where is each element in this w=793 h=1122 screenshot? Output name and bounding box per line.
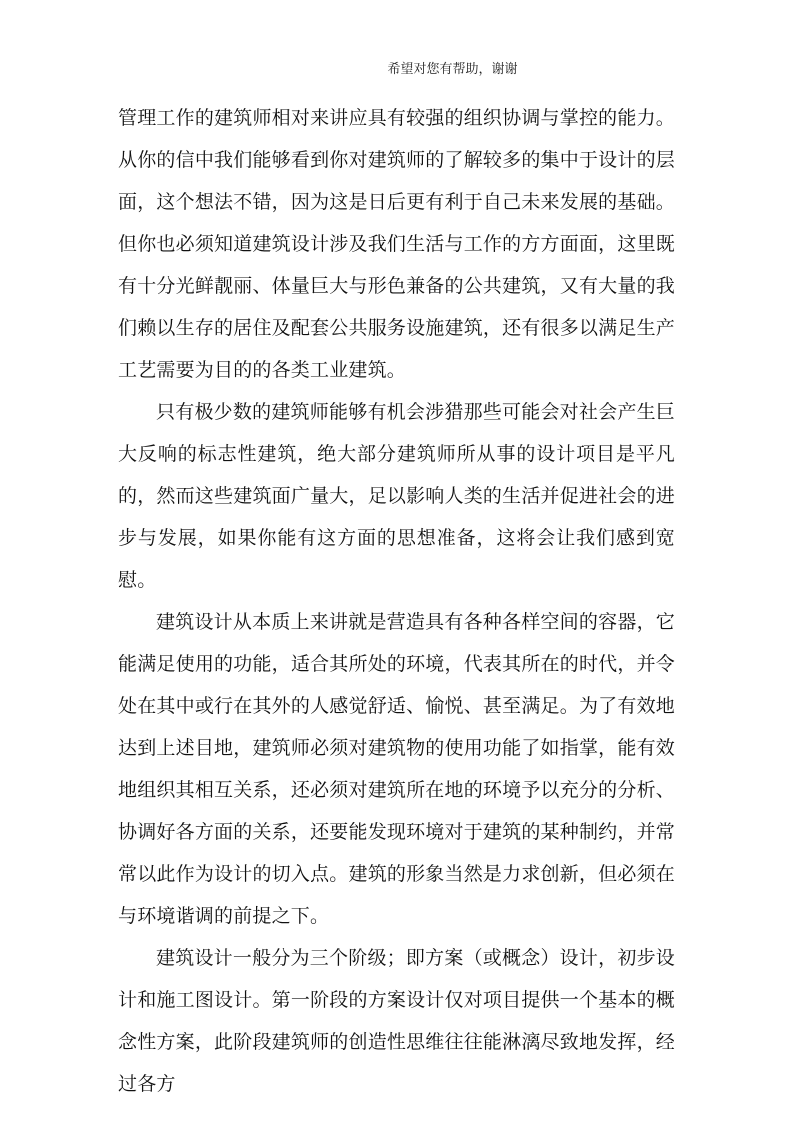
paragraph-4: 建筑设计一般分为三个阶级；即方案（或概念）设计，初步设计和施工图设计。第一阶段的方案设计仅对项目提供一个基本的概念性方案，此阶段建筑师的创造性思维往往能淋漓尽致地发挥，经过各方 bbox=[118, 947, 675, 1095]
paragraph-2: 只有极少数的建筑师能够有机会涉猎那些可能会对社会产生巨大反响的标志性建筑，绝大部分建筑师所从事的设计项目是平凡的，然而这些建筑面广量大，足以影响人类的生活并促进社会的进步与发展，如果你能有这方面的思想准备，这将会让我们感到宽慰。 bbox=[118, 401, 675, 591]
document-body bbox=[118, 97, 675, 1105]
paragraph-1: 管理工作的建筑师相对来讲应具有较强的组织协调与掌控的能力。从你的信中我们能够看到你对建筑师的了解较多的集中于设计的层面，这个想法不错，因为这是日后更有利于自己未来发展的基础。但你也必须知道建筑设计涉及我们生活与工作的方方面面，这里既有十分光鲜靓丽、体量巨大与形色兼备的公共建筑，又有大量的我们赖以生存的居住及配套公共服务设施建筑，还有很多以满足生产工艺需要为目的的各类工业建筑。 bbox=[118, 107, 675, 381]
page-header: 希望对您有帮助，谢谢 bbox=[387, 62, 518, 77]
paragraph-3: 建筑设计从本质上来讲就是营造具有各种各样空间的容器，它能满足使用的功能，适合其所处的环境，代表其所在的时代，并令处在其中或行在其外的人感觉舒适、愉悦、甚至满足。为了有效地达到上述目地，建筑师必须对建筑物的使用功能了如指掌，能有效地组织其相互关系，还必须对建筑所在地的环境予以充分的分析、协调好各方面的关系，还要能发现环境对于建筑的某种制约，并常常以此作为设计的切入点。建筑的形象当然是力求创新，但必须在与环境谐调的前提之下。 bbox=[118, 611, 675, 927]
